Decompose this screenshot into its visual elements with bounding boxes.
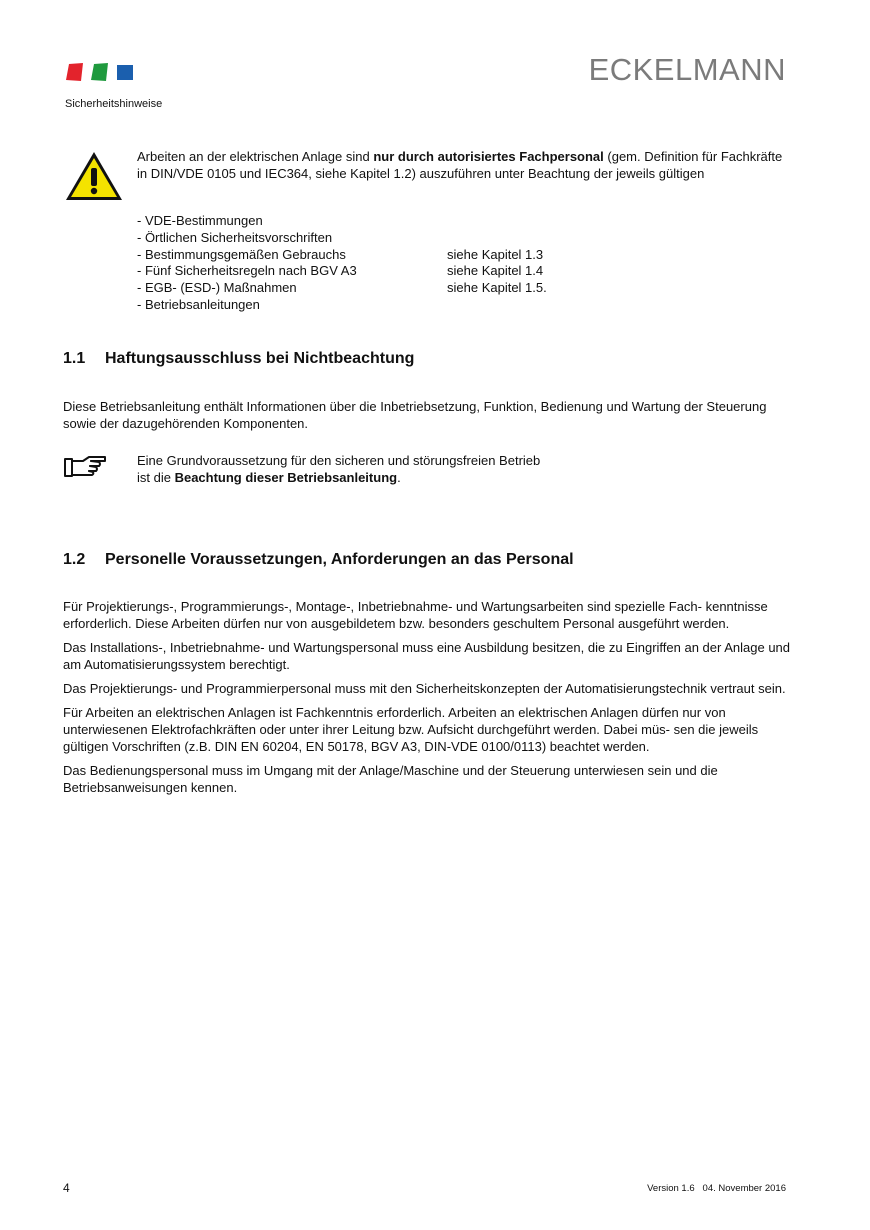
list-item: - Betriebsanleitungen [137,296,260,312]
note-text: Eine Grundvoraussetzung für den sicheren und störungsfreien Betrieb ist die Beachtung dieser Betriebsanleitung. [137,453,541,485]
brand-name: ECKELMANN [588,52,786,87]
eckelmann-logo-icon [65,60,137,84]
list-item: - VDE-Bestimmungen [137,213,263,228]
list-item: - Örtlichen Sicherheitsvorschriften [137,229,333,245]
list-item: - Fünf Sicherheitsregeln nach BGV A3 siehe Kapitel 1.4 [137,263,544,279]
list-item: - EGB- (ESD-) Maßnahmen siehe Kapitel 1.5. [137,280,547,296]
paragraph: Das Bedienungspersonal muss im Umgang mit der Anlage/Maschine und der Steuerung unterwiesen sein und die Betriebsanweisungen kennen. [63,763,718,795]
pointing-hand-icon [63,454,107,480]
intro-paragraph: Diese Betriebsanleitung enthält Informationen über die Inbetriebsetzung, Funktion, Bedienung und Wartung der Steuerung sowie der dazugehörenden Komponenten. [63,399,767,431]
warning-triangle-icon [64,150,124,202]
warning-text: Arbeiten an der elektrischen Anlage sind nur durch autorisiertes Fachpersonal (gem. Definition für Fachkräfte in DIN/VDE 0105 und IEC364, siehe Kapitel 1.2) auszuführen unter Beachtung der jeweils gültigen [137,149,783,181]
paragraph: Für Arbeiten an elektrischen Anlagen ist Fachkenntnis erforderlich. Arbeiten an elektrischen Anlagen dürfen nur von unterwiesenen Elektrofachkräften oder unter ihrer Leitung bzw. Aufsicht durchgeführt werden. Dabei müs- sen die jeweils gültigen Vorschriften (z.B. DIN EN 60204, EN 50178, BGV A3, DIN-VDE 0100/0113) beachtet werden. [63,705,759,754]
paragraph: Das Installations-, Inbetriebnahme- und Wartungspersonal muss eine Ausbildung besitzen, die zu Eingriffen an der Anlage und am Automatisierungssystem berechtigt. [63,640,791,672]
version-info: Version 1.6 04. November 2016 [647,1183,786,1194]
personnel-requirements [63,598,791,803]
section-heading-1-1: 1.1 Haftungsausschluss bei Nichtbeachtung [63,350,415,367]
paragraph: Für Projektierungs-, Programmierungs-, Montage-, Inbetriebnahme- und Wartungsarbeiten sind spezielle Fach- kenntnisse erforderlich. Diese Arbeiten dürfen nur von ausgebildetem bzw. besonders geschultem Personal ausgeführt werden. [63,599,768,631]
section-label: Sicherheitshinweise [65,98,163,110]
page-number: 4 [63,1181,70,1195]
list-item: - Bestimmungsgemäßen Gebrauchs siehe Kapitel 1.3 [137,246,544,262]
regulations-list [137,213,787,314]
section-heading-1-2: 1.2 Personelle Voraussetzungen, Anforderungen an das Personal [63,551,574,568]
paragraph: Das Projektierungs- und Programmierpersonal muss mit den Sicherheitskonzepten der Automatisierungstechnik vertraut sein. [63,681,786,696]
